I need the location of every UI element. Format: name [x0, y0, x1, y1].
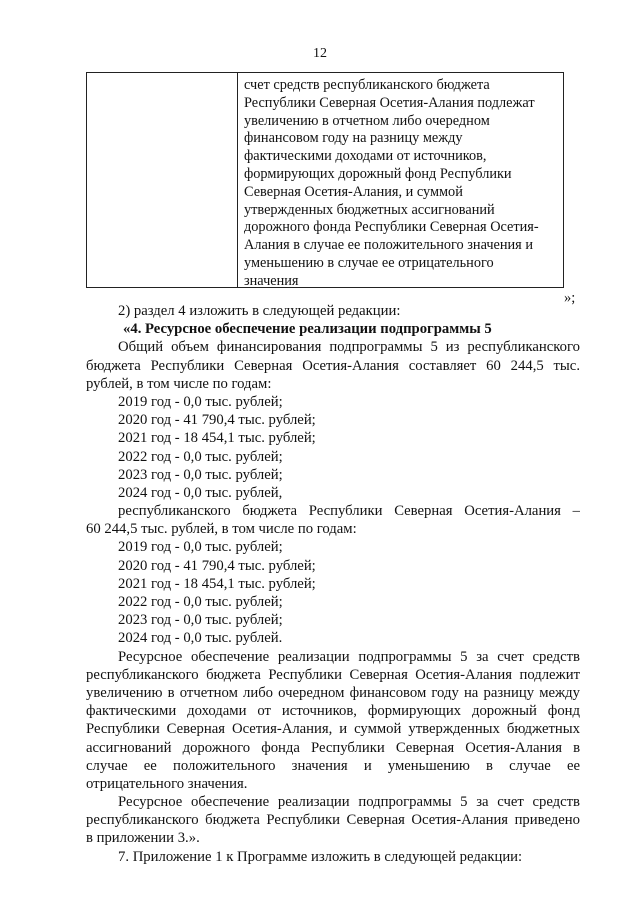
page-number: 12 — [313, 46, 327, 61]
text-line: Общий объем финансирования подпрограммы 5 из республиканского — [118, 339, 580, 356]
text-line: 2023 год - 0,0 тыс. рублей; — [118, 466, 283, 483]
table-cell-line: увеличению в отчетном либо очередном — [244, 112, 490, 129]
text-line: 2020 год - 41 790,4 тыс. рублей; — [118, 557, 316, 574]
table-cell-line: уменьшению в случае ее отрицательного — [244, 254, 494, 271]
text-line: 2024 год - 0,0 тыс. рублей, — [118, 484, 283, 501]
table-cell-line: дорожного фонда Республики Северная Осетия- — [244, 219, 539, 236]
text-line: 2024 год - 0,0 тыс. рублей. — [118, 630, 283, 647]
text-line: рублей, в том числе по годам: — [86, 375, 272, 392]
text-line: случае ее положительного значения и уменьшению в случае ее — [86, 757, 580, 774]
table-cell-line: Республики Северная Осетия-Алания подлежат — [244, 94, 535, 111]
text-line: 2019 год - 0,0 тыс. рублей; — [118, 393, 283, 410]
table-cell-text — [238, 73, 563, 287]
text-line: 2019 год - 0,0 тыс. рублей; — [118, 539, 283, 556]
text-line: 2) раздел 4 изложить в следующей редакции: — [118, 303, 401, 319]
table-cell-line: финансовом году на разницу между — [244, 130, 463, 147]
text-line: 2022 год - 0,0 тыс. рублей; — [118, 448, 283, 465]
text-line: 2023 год - 0,0 тыс. рублей; — [118, 612, 283, 629]
text-line: увеличению в отчетном либо очередном финансовом году на разницу между — [86, 684, 580, 701]
table-cell-line: значения — [244, 272, 299, 289]
continuation-table — [86, 72, 564, 288]
text-line: республиканского бюджета Республики Северная Осетия-Алания подлежит — [86, 666, 580, 683]
text-line: Ресурсное обеспечение реализации подпрограммы 5 за счет средств — [118, 794, 580, 811]
text-line: в приложении 3.». — [86, 830, 200, 847]
document-body — [86, 302, 580, 866]
text-line: 2021 год - 18 454,1 тыс. рублей; — [118, 430, 316, 447]
text-line: бюджета Республики Северная Осетия-Алания составляет 60 244,5 тыс. — [86, 357, 580, 374]
text-line: республиканского бюджета Республики Северная Осетия-Алания – — [118, 503, 580, 520]
table-cell-line: Алания в случае ее положительного значения и — [244, 237, 533, 254]
text-line: отрицательного значения. — [86, 775, 248, 792]
table-cell-line: утвержденных бюджетных ассигнований — [244, 201, 495, 218]
text-line: 7. Приложение 1 к Программе изложить в следующей редакции: — [118, 848, 523, 865]
text-line: Республики Северная Осетия-Алания, и суммой утвержденных бюджетных — [86, 721, 580, 738]
text-line: 2022 год - 0,0 тыс. рублей; — [118, 594, 283, 610]
table-cell-empty — [87, 73, 238, 287]
text-line: фактическими доходами от источников, формирующих дорожный фонд — [86, 703, 580, 720]
text-line: 2020 год - 41 790,4 тыс. рублей; — [118, 412, 316, 429]
text-line: Ресурсное обеспечение реализации подпрограммы 5 за счет средств — [118, 648, 580, 665]
table-cell-line: Северная Осетия-Алания, и суммой — [244, 183, 463, 200]
closing-quote: »; — [564, 290, 576, 306]
text-line: 2021 год - 18 454,1 тыс. рублей; — [118, 575, 316, 592]
section-heading: «4. Ресурсное обеспечение реализации подпрограммы 5 — [123, 321, 492, 338]
text-line: ассигнований дорожного фонда Республики Северная Осетия-Алания в — [86, 739, 580, 756]
table-cell-line: фактическими доходами от источников, — [244, 148, 487, 165]
text-line: республиканского бюджета Республики Северная Осетия-Алания приведено — [86, 812, 580, 829]
table-cell-line: счет средств республиканского бюджета — [244, 77, 490, 93]
table-cell-line: формирующих дорожный фонд Республики — [244, 165, 512, 182]
text-line: 60 244,5 тыс. рублей, в том числе по годам: — [86, 521, 357, 538]
